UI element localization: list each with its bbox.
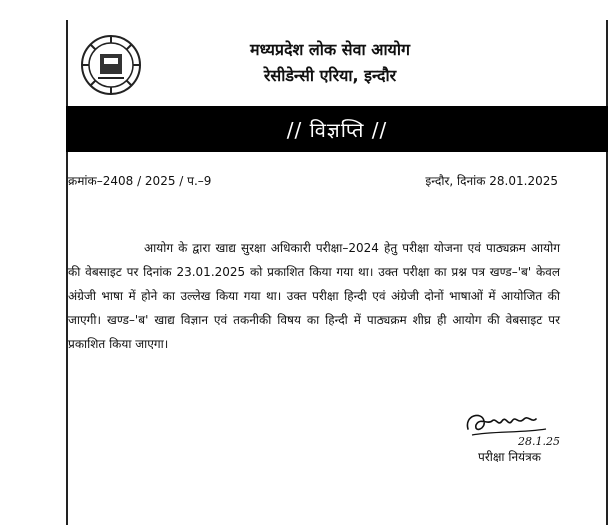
notice-date: इन्दौर, दिनांक 28.01.2025 bbox=[425, 174, 558, 188]
signatory-title: परीक्षा नियंत्रक bbox=[478, 450, 541, 464]
notice-title-bar bbox=[66, 106, 608, 152]
notice-title: // विज्ञप्ति // bbox=[286, 117, 388, 142]
notice-body: आयोग के द्वारा खाद्य सुरक्षा अधिकारी परीक्षा–2024 हेतु परीक्षा योजना एवं पाठ्यक्रम आयोग की वेबसाइट पर दिनांक 23.01.2025 को प्रकाशित किया गया था। उक्त परीक्षा का प्रश्न पत्र खण्ड–'ब' केवल अंग्रेजी भाषा में होने का उल्लेख किया गया था। उक्त परीक्षा हिन्दी एवं अंग्रेजी दोनों भाषाओं में आयोजित की जाएगी। खण्ड–'ब' खाद्य विज्ञान एवं तकनीकी विषय का हिन्दी में पाठ्यक्रम शीघ्र ही आयोग की वेबसाइट पर प्रकाशित किया जाएगा। bbox=[68, 241, 560, 351]
mppsc-emblem-icon bbox=[80, 34, 142, 96]
organization-name: मध्यप्रदेश लोक सेवा आयोग bbox=[250, 40, 410, 59]
reference-number: क्रमांक–2408 / 2025 / प.–9 bbox=[68, 174, 212, 188]
signature-date: 28.1.25 bbox=[518, 435, 560, 448]
organization-address: रेसीडेन्सी एरिया, इन्दौर bbox=[263, 66, 397, 85]
handwritten-signature-icon bbox=[462, 405, 574, 449]
